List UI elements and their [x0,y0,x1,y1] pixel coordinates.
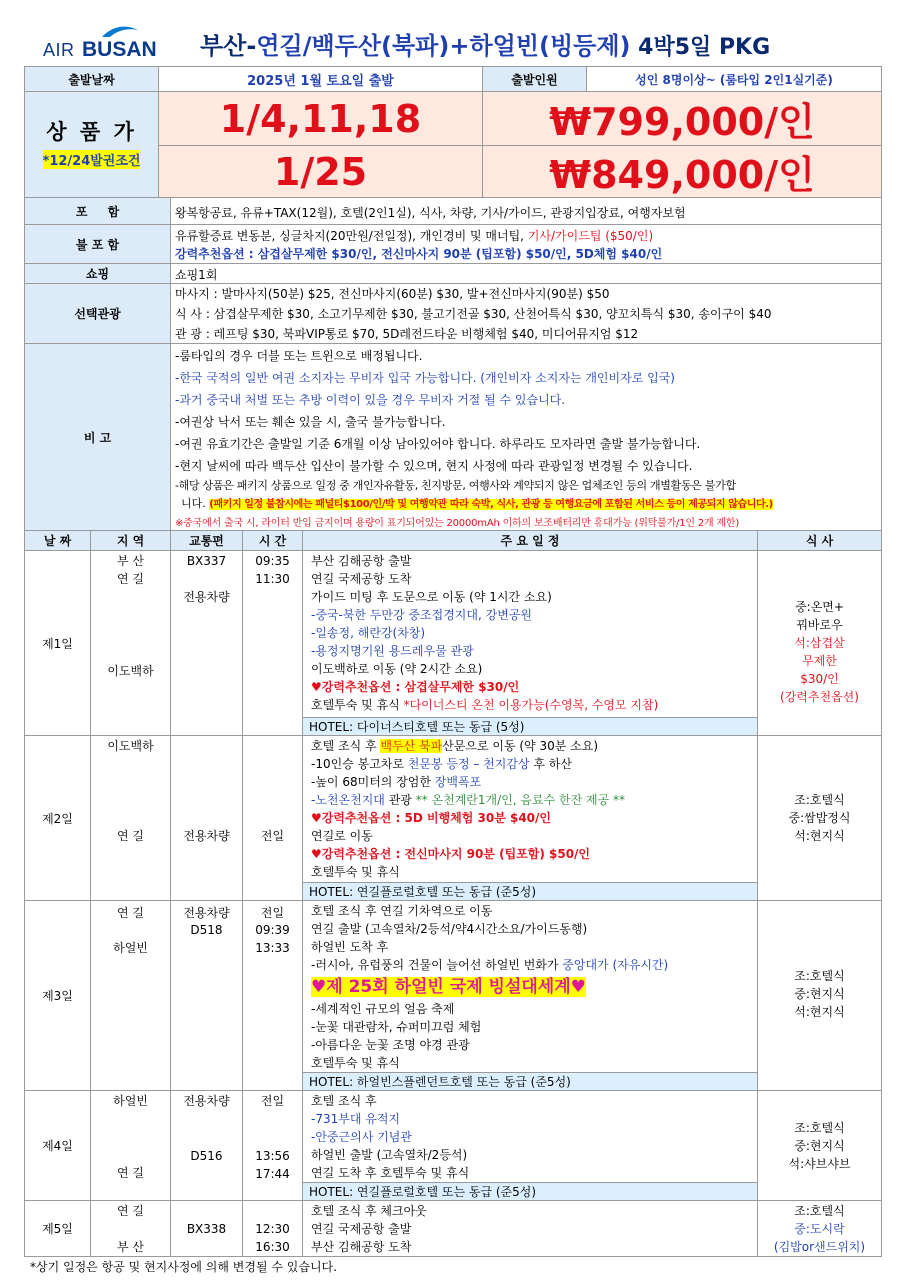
meal-lunch: 중:온면+ [795,600,844,614]
options-line-massage: 마사지 : 발마사지(50분) $25, 전신마사지(60분) $30, 발+전신마사지(90분) $50 [175,287,610,301]
day-5-time [242,1200,303,1257]
time-depart: 13:56 [255,1149,290,1163]
itinerary-item-text: 호텔투숙 및 휴식 [311,698,404,712]
col-header-date: 날 짜 [24,530,91,551]
price-label: 상 품 가 [46,120,137,144]
itinerary-item: 연길 국제공항 도착 [311,572,412,586]
day-1-hotel: HOTEL: 다이너스티호텔 또는 동급 (5성) [302,717,758,736]
time-arrive: 13:33 [255,941,290,955]
day-5-itinerary [302,1200,758,1257]
transport-bus: 전용차량 [183,1094,230,1108]
transport-bus: 전용차량 [183,829,230,843]
meal-lunch: 중:도시락 [794,1222,845,1236]
egg-note: ** 온천계란1개/인, 음료수 한잔 제공 ** [415,793,625,807]
region-yanji: 연 길 [117,1204,144,1218]
flight-code: BX338 [186,1221,227,1236]
time-allday: 전일 [260,1094,285,1108]
exclude-line-1a: 유류할증료 변동분, 싱글차지(20만원/전일정), 개인경비 및 매너팁, [175,229,528,243]
price-note-text: *12/24발권조건 [43,150,141,169]
shopping-text [170,263,882,284]
itinerary-item: 연길로 이동 [311,829,373,843]
meal-dinner: 석:현지식 [794,829,845,843]
meal-dinner-note: (강력추천옵션) [780,690,859,704]
meal-lunch: 중:현지식 [794,987,845,1001]
time-depart: 09:39 [255,923,290,937]
exclude-guide-tip: 기사/가이드팁 ($50/인) [527,229,654,243]
time-allday: 전일 [260,906,285,920]
col-header-itinerary: 주 요 일 정 [302,530,758,551]
heart-icon: ♥ [311,680,322,694]
heart-icon: ♥ [570,977,586,997]
day-3-region [90,900,171,1091]
itinerary-option [311,678,749,696]
footer-note: *상기 일정은 항공 및 현지사정에 의해 변경될 수 있습니다. [30,1260,337,1274]
exclude-text [170,224,882,264]
time-arrive: 16:30 [255,1240,290,1254]
itinerary-text: 후 하산 [529,757,572,771]
itinerary-item: 호텔 조식 후 [311,1094,377,1108]
day-1-transport [170,550,243,736]
options-label: 선택관광 [24,283,171,344]
day-4-hotel: HOTEL: 연길플로럴호텔 또는 동급 (준5성) [302,1182,758,1201]
region-harbin: 하얼빈 [113,941,148,955]
day-5-transport [170,1200,243,1257]
itinerary-item: 부산 김해공항 도착 [311,1240,412,1254]
price-amount-2: ₩849,000/인 [482,145,882,198]
itinerary-item: 가이드 미팅 후 도문으로 이동 (약 1시간 소요) [311,590,552,604]
waterfall-text: 장백폭포 [434,775,482,789]
price-label-cell [24,91,159,198]
day-3-time [242,900,303,1091]
itinerary-item: 호텔투숙 및 휴식 [311,865,400,879]
meal-dinner: 석:현지식 [794,1005,845,1019]
logo-air-text: AIR [43,40,75,60]
itinerary-item: 연길 출발 (고속열차/2등석/약4시간소요/가이드동행) [311,922,588,936]
options-line-tours: 관 광 : 레프팅 $30, 북파VIP통로 $70, 5D레전드타운 비행체험 $40, 미디어뮤지엄 $12 [175,327,639,341]
note-line: -과거 중국내 처벌 또는 추방 이력이 있을 경우 무비자 거절 될 수 있습니다. [175,393,566,407]
region-busan: 부 산 [117,554,144,568]
baekdu-highlight: 백두산 북파 [380,739,443,753]
itinerary-text: -러시아, 유럽풍의 건물이 늘어선 하얼빈 번화가 [311,958,563,972]
note-line: -여권상 낙서 또는 훼손 있을 시, 출국 불가능합니다. [175,415,446,429]
itinerary-item: 연길 국제공항 출발 [311,1222,412,1236]
itinerary-item [311,755,749,773]
region-yanji: 연 길 [117,1166,144,1180]
day-4-label: 제4일 [24,1090,91,1201]
shopping-label: 쇼핑 [24,263,171,284]
ice-festival-highlight [311,977,586,997]
option-text: 강력추천옵션 : 삼겹살무제한 $30/인 [321,680,520,694]
itinerary-item: -안중근의사 기념관 [311,1130,412,1144]
region-erdaobaihe: 이도백하 [107,739,154,753]
title-part-route: 연길/백두산(북파)+하얼빈(빙등제) [256,32,631,60]
day-4-region [90,1090,171,1201]
itinerary-item [311,791,749,809]
time-arrive: 11:30 [255,572,290,586]
itinerary-text: 산문으로 이동 (약 30분 소요) [442,739,598,753]
itinerary-item [311,773,749,791]
day-3-label: 제3일 [24,900,91,1091]
meal-lunch-2: 꿔바로우 [796,618,843,632]
itinerary-item [311,737,749,755]
people-label: 출발인원 [482,66,587,92]
region-yanji: 연 길 [117,829,144,843]
train-code: D516 [190,1149,223,1163]
include-line: 왕복항공료, 유류+TAX(12월), 호텔(2인1실), 식사, 차량, 기사/가이드, 관광지입장료, 여행자보험 [175,206,686,220]
itinerary-item: 하얼빈 도착 후 [311,940,389,954]
col-header-meals: 식 사 [757,530,882,551]
day-2-label: 제2일 [24,735,91,901]
day-5-label: 제5일 [24,1200,91,1257]
note-line-battery: ※중국에서 출국 시, 라이터 반입 금지이며 용량이 표기되어있는 20000mAh 이하의 보조배터리만 휴대가능 (위탁불가/1인 2개 제한) [175,518,740,529]
meal-breakfast: 조:호텔식 [794,969,845,983]
meal-breakfast: 조:호텔식 [794,1121,845,1135]
price-dates-1: 1/4,11,18 [158,91,483,146]
onsen-note: *다이너스티 온천 이용가능(수영복, 수영모 지참) [403,698,659,712]
itinerary-item: 하얼빈 출발 (고속열차/2등석) [311,1148,468,1162]
itinerary-text: 관광 [384,793,416,807]
price-dates-2: 1/25 [158,145,483,198]
region-yanji: 연 길 [117,572,144,586]
itinerary-item [311,956,749,974]
ice-festival-text: 제 25회 하얼빈 국제 빙설대세계 [326,977,571,997]
note-line: -해당 상품은 패키지 상품으로 일정 중 개인자유활동, 친지방문, 여행사와 계약되지 않은 업체조인 등의 개별활동은 불가합 [175,479,736,492]
time-depart: 09:35 [255,554,290,568]
include-text [170,197,882,225]
title-part-busan: 부산- [200,32,257,60]
day-2-time [242,735,303,901]
shopping-line: 쇼핑1회 [175,268,218,282]
col-header-time: 시 간 [242,530,303,551]
day-3-hotel: HOTEL: 하얼빈스플렌던트호텔 또는 동급 (준5성) [302,1072,758,1091]
region-erdaobaihe: 이도백하 [107,664,154,678]
meal-breakfast: 조:호텔식 [794,793,845,807]
heart-icon: ♥ [311,847,322,861]
itinerary-item [311,696,749,714]
transport-bus: 전용차량 [183,590,230,604]
day-5-meals [757,1200,882,1257]
itinerary-item: 호텔 조식 후 체크아웃 [311,1204,427,1218]
cheonji-text: 천문봉 등정 – 천지감상 [407,757,530,771]
itinerary-item: 부산 김해공항 출발 [311,554,412,568]
day-1-meals [757,550,882,736]
transport-bus: 전용차량 [183,906,230,920]
col-header-transport: 교통편 [170,530,243,551]
itinerary-text: -높이 68미터의 장엄한 [311,775,435,789]
meal-dinner: 석:삼겹살 [794,636,845,650]
options-line-meals: 식 사 : 삼겹살무제한 $30, 소고기무제한 $30, 불고기전골 $30, 산천어특식 $30, 양꼬치특식 $30, 송이구이 $40 [175,307,772,321]
day-4-transport [170,1090,243,1201]
itinerary-item: -731부대 유적지 [311,1112,401,1126]
heart-icon: ♥ [311,811,322,825]
itinerary-text: 호텔 조식 후 [311,739,381,753]
day-1-label: 제1일 [24,550,91,736]
day-3-meals [757,900,882,1091]
meal-lunch-note: (김밥or샌드위치) [773,1240,866,1254]
notes-text [170,343,882,531]
heart-icon: ♥ [311,977,327,997]
itinerary-item: -용정지명기원 용드레우물 관광 [311,644,474,658]
meal-lunch: 중:쌈밥정식 [788,811,851,825]
time-arrive: 17:44 [255,1167,290,1181]
include-label: 포 함 [24,197,171,225]
people-value: 성인 8명이상~ (룸타입 2인1실기준) [586,66,882,92]
region-busan: 부 산 [117,1240,144,1254]
exclude-label: 불 포 함 [24,224,171,264]
title-part-pkg: 4박5일 PKG [630,35,771,60]
option-text: 강력추천옵션 : 전신마사지 90분 (팁포함) $50/인 [321,847,591,861]
itinerary-item: 이도백하로 이동 (약 2시간 소요) [311,662,483,676]
itinerary-text: -10인승 봉고차로 [311,757,408,771]
itinerary-item: -중국-북한 두만강 중조접경지대, 강변공원 [311,608,532,622]
day-2-hotel: HOTEL: 연길플로럴호텔 또는 동급 (준5성) [302,882,758,901]
region-harbin: 하얼빈 [113,1094,148,1108]
note-line: -현지 날씨에 따라 백두산 입산이 불가할 수 있으며, 현지 사정에 따라 관광일정 변경될 수 있습니다. [175,459,693,473]
departure-label: 출발날짜 [24,66,159,92]
note-line-penalty [175,495,877,514]
day-1-region [90,550,171,736]
option-text: 강력추천옵션 : 5D 비행체험 30분 $40/인 [321,811,551,825]
logo-busan-text: BUSAN [82,38,157,61]
note-line: -여권 유효기간은 출발일 기준 6개월 이상 남아있어야 합니다. 하루라도 모자라면 출발 불가능합니다. [175,437,701,451]
day-2-transport [170,735,243,901]
day-2-itinerary [302,735,758,901]
price-note [25,148,158,170]
col-header-region: 지 역 [90,530,171,551]
region-yanji: 연 길 [117,906,144,920]
day-2-meals [757,735,882,901]
page-title [200,26,890,66]
hotspring-text: -노천온천지대 [311,793,385,807]
note-line: -룸타입의 경우 더블 또는 트윈으로 배정됩니다. [175,349,423,363]
itinerary-item: -아름다운 눈꽃 조명 야경 관광 [311,1038,470,1052]
meal-dinner-price: $30/인 [800,672,839,686]
time-allday: 전일 [260,829,285,843]
itinerary-item: -눈꽃 대관람차, 슈퍼미끄럼 체험 [311,1020,482,1034]
options-text [170,283,882,344]
day-3-itinerary [302,900,758,1091]
note-line-cont: 니다. [181,497,210,510]
day-5-region [90,1200,171,1257]
day-2-region [90,735,171,901]
day-1-time [242,550,303,736]
day-1-itinerary [302,550,758,736]
meal-lunch: 중:현지식 [794,1139,845,1153]
itinerary-item: 연길 도착 후 호텔투숙 및 휴식 [311,1166,470,1180]
penalty-warning: (패키지 일정 불참시에는 패널티$100/인/박 및 여행약관 따라 숙박, 식사, 관광 등 여행요금에 포함된 서비스 등이 제공되지 않습니다.) [209,499,773,510]
itinerary-item: 호텔 조식 후 연길 기차역으로 이동 [311,904,493,918]
notes-label: 비 고 [24,343,171,531]
train-code: D518 [190,923,223,937]
exclude-line-2: 강력추천옵션 : 삼겹살무제한 $30/인, 전신마사지 90분 (팁포함) $50/인, 5D체험 $40/인 [175,247,663,261]
time-depart: 12:30 [255,1222,290,1236]
day-3-transport [170,900,243,1091]
itinerary-item: -일송정, 해란강(차창) [311,626,426,640]
departure-value: 2025년 1월 토요일 출발 [158,66,483,92]
itinerary-item: 호텔투숙 및 휴식 [311,1056,400,1070]
airbusan-logo [40,22,160,64]
itinerary-option [311,809,749,827]
exclude-line-1 [175,227,877,245]
price-amount-1: ₩799,000/인 [482,91,882,146]
central-street-text: 중앙대가 (자유시간) [562,958,669,972]
ice-festival-title [311,974,749,1000]
day-4-meals [757,1090,882,1201]
flight-code: BX337 [186,554,227,568]
note-line: -한국 국적의 일반 여권 소지자는 무비자 입국 가능합니다. (개인비자 소지자는 개인비자로 입국) [175,371,675,385]
meal-breakfast: 조:호텔식 [794,1204,845,1218]
meal-dinner-2: 무제한 [802,654,837,668]
itinerary-item: -세계적인 규모의 얼음 축제 [311,1002,455,1016]
itinerary-option [311,845,749,863]
day-4-time [242,1090,303,1201]
meal-dinner: 석:샤브샤브 [788,1157,851,1171]
